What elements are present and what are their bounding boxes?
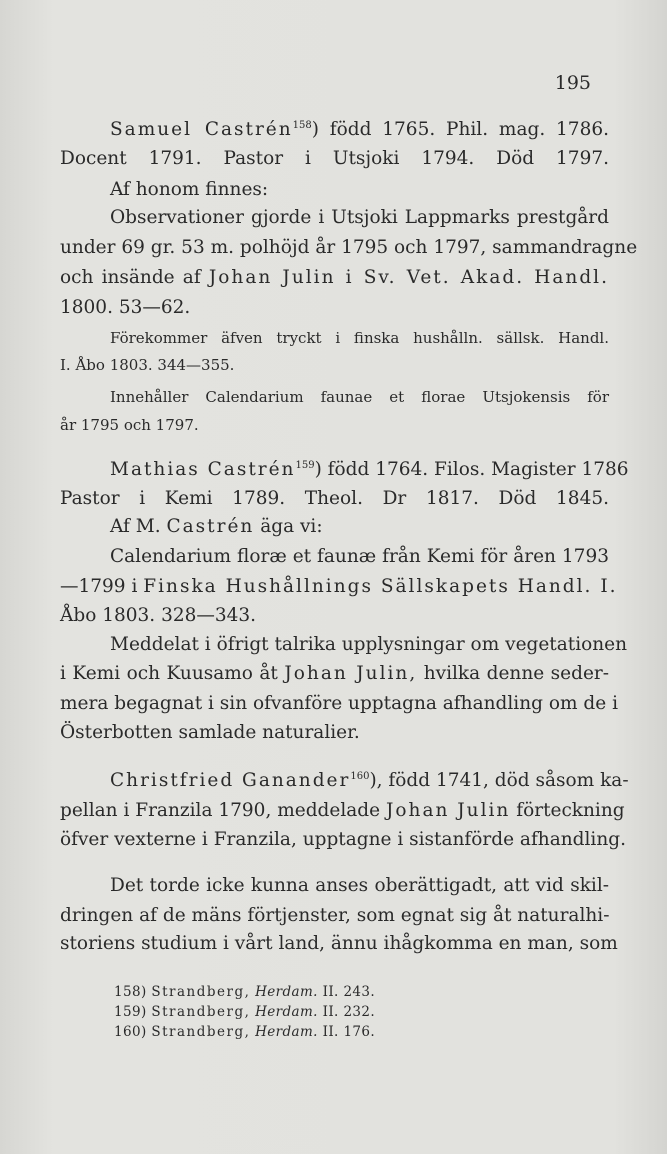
paragraph-line: Meddelat i öfrigt talrika upplysningar om vegetationen xyxy=(110,634,628,655)
person-name: Finska Hushållnings Sällskapets Handl. I. xyxy=(143,576,618,597)
page-number: 195 xyxy=(554,72,591,94)
paragraph-line: Pastor i Kemi 1789. Theol. Dr 1817. Död 1845. xyxy=(60,488,609,509)
person-name: Johan Julin i Sv. Vet. Akad. Handl. xyxy=(208,267,609,288)
footnote-author: Strandberg, xyxy=(151,984,251,1000)
paragraph-line: storiens studium i vårt land, ännu ihågkomma en man, som xyxy=(60,933,618,954)
paragraph-line: dringen af de mäns förtjenster, som egnat sig åt naturalhi- xyxy=(60,905,610,926)
paragraph-line: Christfried Ganander$^{160}$), född 1741, död såsom ka- xyxy=(110,770,629,791)
person-name: Castrén xyxy=(166,516,255,537)
footnote-author: Strandberg, xyxy=(151,1004,251,1020)
footnote-reference-text: II. 243. xyxy=(322,984,376,1000)
paragraph-line: Af M. Castrén äga vi: xyxy=(110,516,323,537)
person-name: Christfried Ganander xyxy=(110,770,351,791)
paragraph-line: mera begagnat i sin ofvanföre upptagna afhandling om de i xyxy=(60,693,618,714)
footnote-number: 159) xyxy=(114,1004,147,1020)
person-name: Samuel Castrén xyxy=(110,119,293,140)
paragraph-line: öfver vexterne i Franzila, upptagne i sistanförde afhandling. xyxy=(60,829,626,850)
paragraph-line: pellan i Franzila 1790, meddelade Johan Julin förteckning xyxy=(60,800,625,821)
footnote-reference: 158 xyxy=(292,120,312,131)
paragraph-line: i Kemi och Kuusamo åt Johan Julin, hvilka denne seder- xyxy=(60,663,609,684)
person-name: Mathias Castrén xyxy=(110,459,296,480)
footnote-number: 160) xyxy=(114,1024,147,1040)
paragraph-line: Docent 1791. Pastor i Utsjoki 1794. Död 1797. xyxy=(60,148,609,169)
paragraph-line: Samuel Castrén$^{158}$) född 1765. Phil. mag. 1786. xyxy=(110,119,609,140)
footnote xyxy=(114,1002,375,1022)
footnote-number: 158) xyxy=(114,984,147,1000)
paragraph-line: Innehåller Calendarium faunae et florae Utsjokensis för xyxy=(110,388,609,406)
paragraph-line: Åbo 1803. 328—343. xyxy=(60,605,257,626)
footnote-author: Strandberg, xyxy=(151,1024,251,1040)
paragraph-line: Observationer gjorde i Utsjoki Lappmarks prestgård xyxy=(110,207,609,228)
paragraph-line: Förekommer äfven tryckt i finska hushålln. sällsk. Handl. xyxy=(110,329,609,347)
footnote xyxy=(114,1022,375,1042)
footnote-reference-text: II. 176. xyxy=(322,1024,376,1040)
paragraph-line: —1799 i Finska Hushållnings Sällskapets Handl. I. xyxy=(60,576,618,597)
paragraph-line: under 69 gr. 53 m. polhöjd år 1795 och 1797, sammandragne xyxy=(60,237,638,258)
person-name: Johan Julin, xyxy=(284,663,418,684)
person-name: Johan Julin xyxy=(385,800,511,821)
paragraph-line: 1800. 53—62. xyxy=(60,297,191,318)
paragraph-line: I. Åbo 1803. 344—355. xyxy=(60,356,235,374)
footnote-work: Herdam. xyxy=(255,1024,318,1040)
paragraph-line: och insände af Johan Julin i Sv. Vet. Akad. Handl. xyxy=(60,267,609,288)
paragraph-line: Af honom finnes: xyxy=(110,179,269,200)
footnote-work: Herdam. xyxy=(255,1004,318,1020)
footnote-reference: 159 xyxy=(295,460,315,471)
paragraph-line: Österbotten samlade naturalier. xyxy=(60,722,360,743)
footnote-work: Herdam. xyxy=(255,984,318,1000)
footnote-reference-text: II. 232. xyxy=(322,1004,376,1020)
footnote-reference: 160 xyxy=(350,771,370,782)
paragraph-line: Calendarium floræ et faunæ från Kemi för åren 1793 xyxy=(110,546,609,567)
paragraph-line: år 1795 och 1797. xyxy=(60,416,199,434)
paragraph-line: Mathias Castrén$^{159}$) född 1764. Filos. Magister 1786 xyxy=(110,459,629,480)
paragraph-line: Det torde icke kunna anses oberättigadt, att vid skil- xyxy=(110,875,609,896)
footnote xyxy=(114,982,375,1002)
